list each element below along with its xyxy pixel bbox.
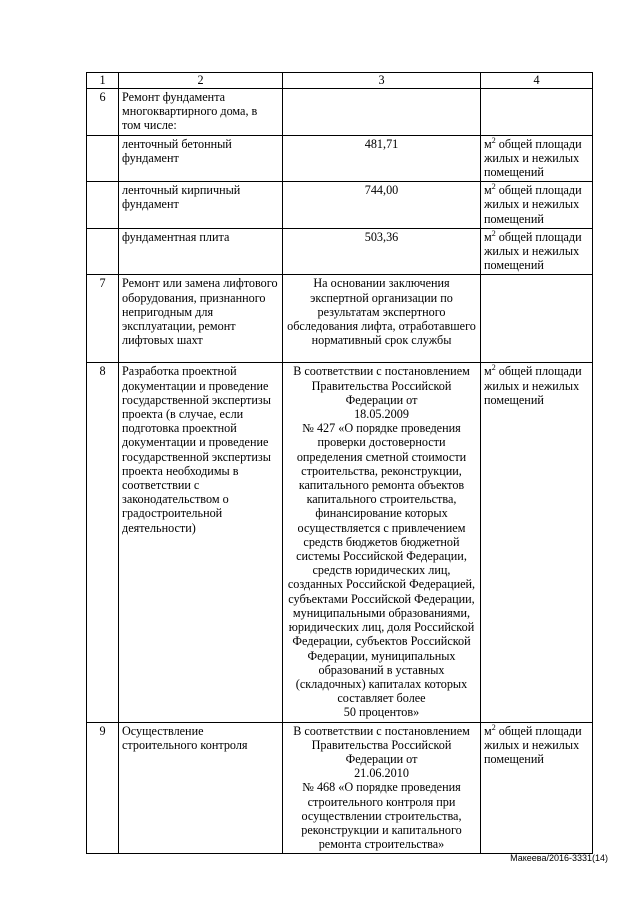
unit-rest: общей площади жилых и нежилых помещений (484, 364, 582, 407)
value-line: реконструкции и капитального (301, 822, 462, 837)
unit-prefix: м (484, 229, 492, 244)
unit-superscript: 2 (491, 363, 496, 373)
value-line: проверки достоверности (317, 435, 446, 450)
work-unit (481, 275, 593, 363)
work-unit (481, 363, 593, 722)
table-row (87, 722, 593, 854)
table-row (87, 135, 593, 182)
value-line: муниципальными образованиями, (292, 605, 471, 620)
work-name: ленточный кирпичный фундамент (119, 182, 283, 229)
work-unit (481, 722, 593, 854)
row-number (87, 228, 119, 275)
unit-prefix: м (484, 723, 492, 738)
value-line: Федерации, муниципальных (307, 648, 456, 663)
header-cell-3: 3 (283, 73, 481, 89)
unit-superscript: 2 (491, 722, 496, 732)
value-line: системы Российской Федерации, (296, 549, 467, 564)
value-line: Федерации от (345, 751, 418, 766)
document-footer-reference: Макеева/2016-3331(14) (510, 853, 608, 863)
work-value: 481,71 (283, 135, 481, 182)
unit-superscript: 2 (491, 182, 496, 192)
value-line: № 427 «О порядке проведения (302, 421, 461, 436)
value-line: осуществлении строительства, (301, 808, 462, 823)
work-value: 503,36 (283, 228, 481, 275)
value-line: юридических лиц, доля Российской (288, 620, 475, 635)
unit-prefix: м (484, 364, 492, 379)
work-value: На основании заключения экспертной организации по результатам экспертного обследования лифта, отработавшего нормативный срок службы (283, 275, 481, 363)
unit-superscript: 2 (491, 135, 496, 145)
table-row (87, 363, 593, 722)
value-line: финансирование которых (315, 506, 448, 521)
value-line: строительного контроля при (307, 794, 456, 809)
value-line: № 468 «О порядке проведения (302, 780, 461, 795)
table-row (87, 228, 593, 275)
value-line: 18.05.2009 (354, 407, 409, 422)
header-cell-1: 1 (87, 73, 119, 89)
row-number: 6 (87, 89, 119, 136)
value-line: средств юридических лиц, (312, 563, 451, 578)
unit-rest: общей площади жилых и нежилых помещений (484, 229, 582, 273)
value-line: 21.06.2010 (354, 766, 409, 781)
work-name: фундаментная плита (119, 228, 283, 275)
work-name: Ремонт или замена лифтового оборудования, признанного непригодным для эксплуатации, ремонт лифтовых шахт (119, 275, 283, 363)
value-line: образований в уставных (318, 662, 445, 677)
unit-rest: общей площади жилых и нежилых помещений (484, 183, 582, 226)
row-number: 7 (87, 275, 119, 363)
table-row (87, 89, 593, 136)
value-line: Правительства Российской (311, 378, 452, 393)
value-line: Правительства Российской (311, 737, 452, 752)
work-value (283, 722, 481, 854)
unit-rest: общей площади жилых и нежилых помещений (484, 136, 582, 180)
value-line: Федерации, субъектов Российской (292, 634, 471, 649)
table-row (87, 275, 593, 363)
work-unit (481, 182, 593, 229)
unit-prefix: м (484, 183, 492, 198)
value-line: Федерации от (345, 392, 418, 407)
value-line: 50 процентов» (343, 705, 420, 720)
row-number (87, 135, 119, 182)
unit-rest: общей площади жилых и нежилых помещений (484, 723, 582, 766)
value-line: (складочных) капиталах которых (295, 676, 468, 691)
work-unit (481, 89, 593, 136)
value-line: капитального ремонта объектов (298, 478, 465, 493)
table-header-row (87, 73, 593, 89)
value-line: строительства, реконструкции, (301, 463, 462, 478)
unit-prefix: м (484, 136, 492, 151)
value-line: осуществляется с привлечением (297, 520, 466, 535)
value-line: созданных Российской Федерацией, (287, 577, 476, 592)
work-value: 744,00 (283, 182, 481, 229)
value-line: составляет более (337, 691, 426, 706)
work-value (283, 89, 481, 136)
table-row (87, 182, 593, 229)
value-line: определения сметной стоимости (296, 449, 467, 464)
work-name: Ремонт фундамента многоквартирного дома, в том числе: (119, 89, 283, 136)
header-cell-4: 4 (481, 73, 593, 89)
row-number: 8 (87, 363, 119, 722)
value-line: В соответствии с постановлением (293, 364, 470, 379)
work-unit (481, 228, 593, 275)
work-name: Разработка проектной документации и проведение государственной экспертизы проекта (в случае, если подготовка проектной документации и проведение государственной экспертизы проекта необходимы в соответствии с законодательством о градостроительной деятельности) (119, 363, 283, 722)
work-value (283, 363, 481, 722)
value-line: средств бюджетов бюджетной (303, 534, 460, 549)
unit-superscript: 2 (491, 228, 496, 238)
value-line: капитального строительства, (306, 492, 457, 507)
row-number: 9 (87, 722, 119, 854)
work-unit (481, 135, 593, 182)
header-cell-2: 2 (119, 73, 283, 89)
work-name: Осуществление строительного контроля (119, 722, 283, 854)
work-name: ленточный бетонный фундамент (119, 135, 283, 182)
row-number (87, 182, 119, 229)
value-line: субъектами Российской Федерации, (288, 591, 475, 606)
document-table (86, 72, 593, 854)
value-line: ремонта строительства» (318, 837, 445, 852)
value-line: В соответствии с постановлением (293, 723, 470, 738)
